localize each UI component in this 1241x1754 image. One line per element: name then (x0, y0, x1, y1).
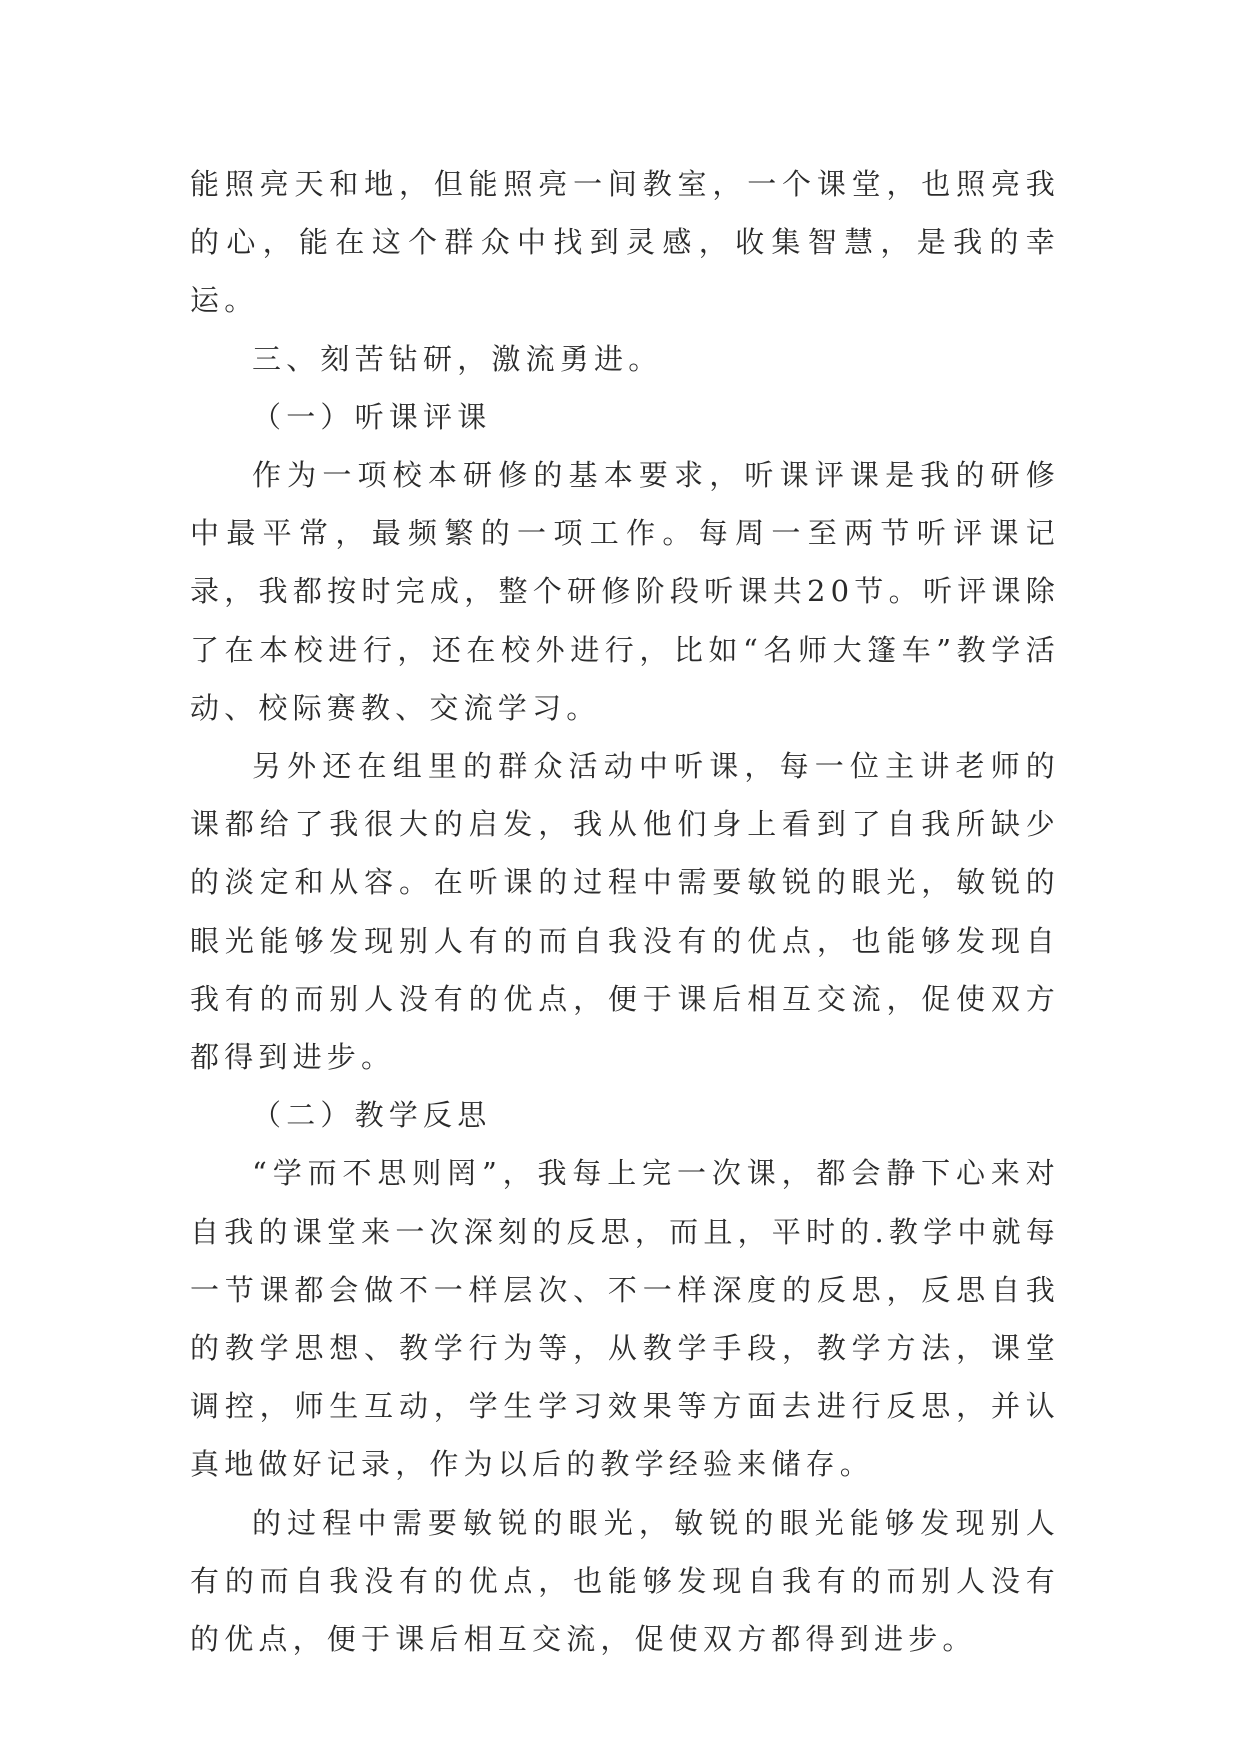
paragraph: 作为一项校本研修的基本要求，听课评课是我的研修中最平常，最频繁的一项工作。每周一至两节听评课记录，我都按时完成，整个研修阶段听课共20节。听评课除了在本校进行，还在校外进行，比如“名师大篷车”教学活动、校际赛教、交流学习。 (190, 458, 1060, 725)
section-heading: 三、刻苦钻研，激流勇进。 (252, 341, 663, 376)
subsection-heading: （一）听课评课 (252, 399, 492, 434)
paragraph: 的过程中需要敏锐的眼光，敏锐的眼光能够发现别人有的而自我没有的优点，也能够发现自我有的而别人没有的优点，便于课后相互交流，促使双方都得到进步。 (190, 1505, 1060, 1657)
subsection-heading: （二）教学反思 (252, 1098, 492, 1133)
paragraph: 另外还在组里的群众活动中听课，每一位主讲老师的课都给了我很大的启发，我从他们身上看到了自我所缺少的淡定和从容。在听课的过程中需要敏锐的眼光，敏锐的眼光能够发现别人有的而自我没有的优点，也能够发现自我有的而别人没有的优点，便于课后相互交流，促使双方都得到进步。 (190, 749, 1060, 1075)
paragraph: “学而不思则罔”，我每上完一次课，都会静下心来对自我的课堂来一次深刻的反思，而且，平时的.教学中就每一节课都会做不一样层次、不一样深度的反思，反思自我的教学思想、教学行为等，从教学手段，教学方法，课堂调控，师生互动，学生学习效果等方面去进行反思，并认真地做好记录，作为以后的教学经验来储存。 (190, 1156, 1060, 1482)
paragraph: 能照亮天和地，但能照亮一间教室，一个课堂，也照亮我的心，能在这个群众中找到灵感，收集智慧，是我的幸运。 (190, 167, 1060, 318)
document-body (190, 155, 1060, 1668)
